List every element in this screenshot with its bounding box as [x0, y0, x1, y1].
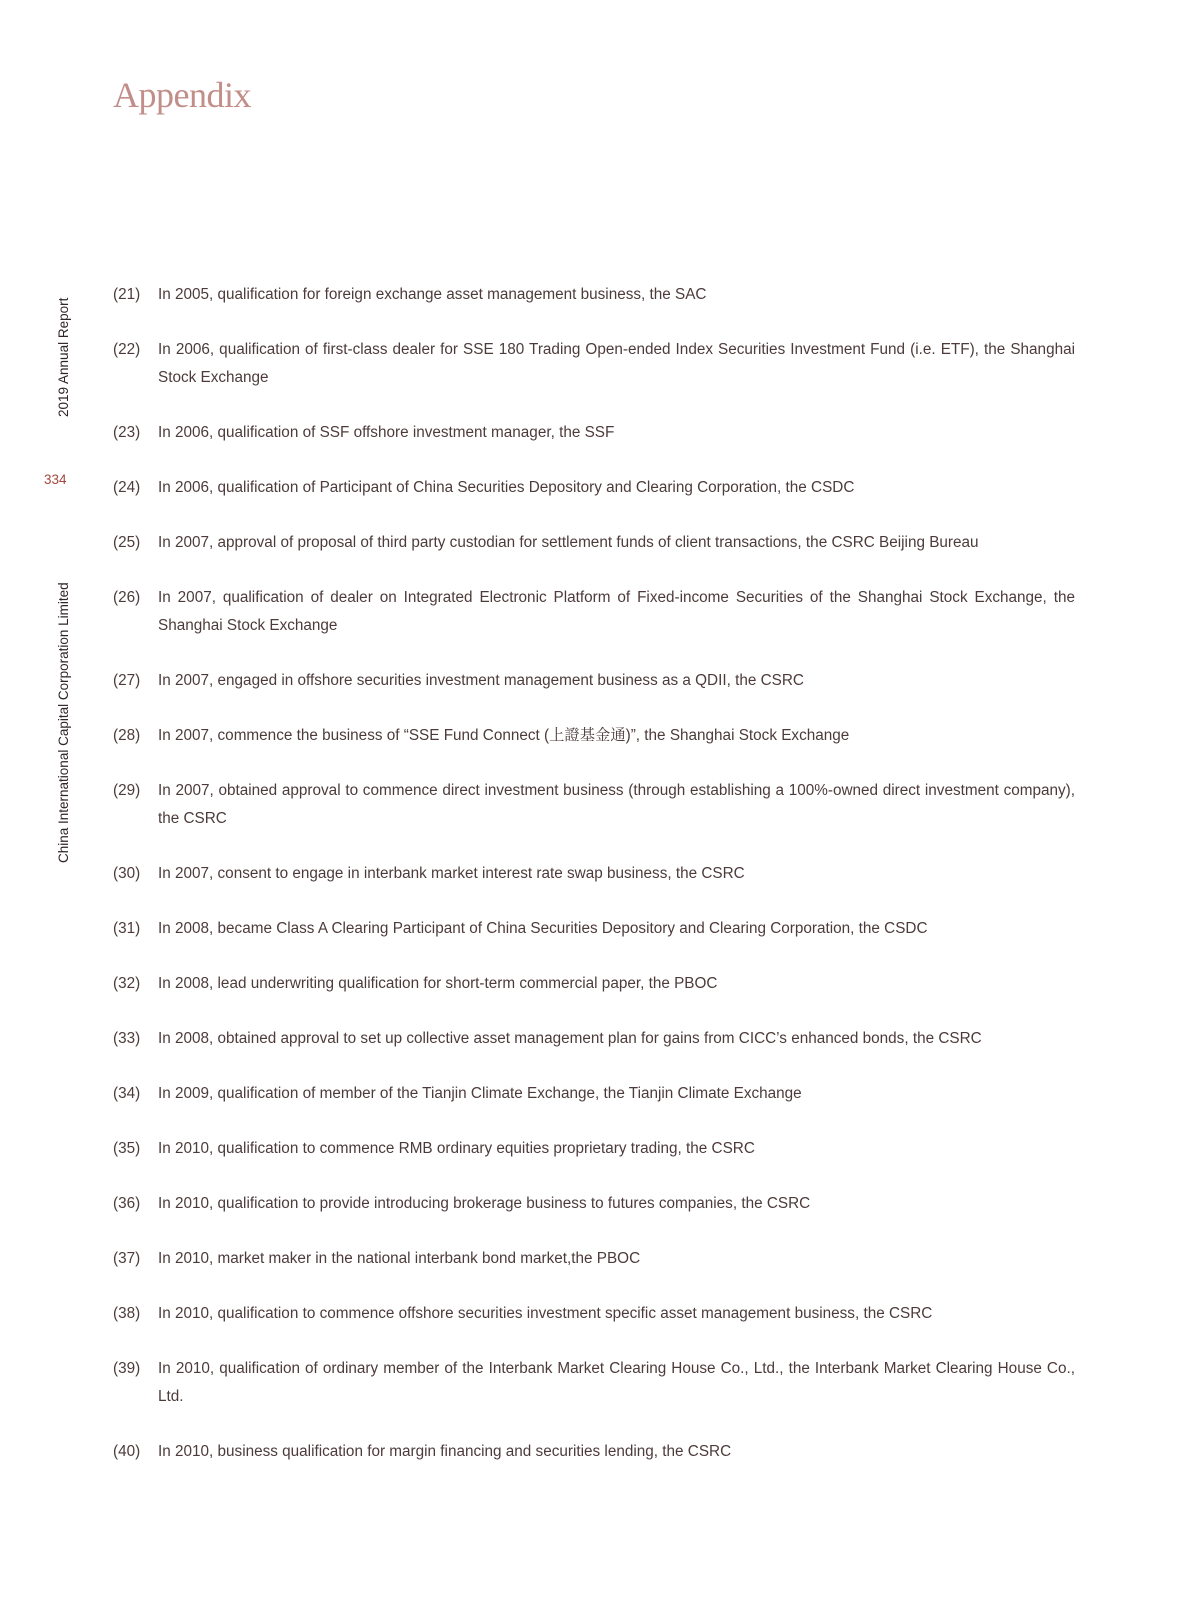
item-text: In 2007, obtained approval to commence direct investment business (through establishing a 100%-owned direct investment company), the CSRC: [158, 782, 1075, 827]
report-label: 2019 Annual Report: [56, 297, 71, 417]
list-item: [113, 777, 1075, 833]
item-text: In 2008, became Class A Clearing Participant of China Securities Depository and Clearing Corporation, the CSDC: [158, 920, 928, 937]
list-item: [113, 336, 1075, 392]
list-item: [113, 1135, 1075, 1163]
list-item: [113, 722, 1075, 750]
list-item: [113, 529, 1075, 557]
item-number: (36): [113, 1195, 141, 1212]
item-number: (28): [113, 727, 141, 744]
item-text: In 2010, qualification to provide introducing brokerage business to futures companies, the CSRC: [158, 1195, 811, 1212]
list-item: [113, 1438, 1075, 1466]
page-title: Appendix: [113, 75, 251, 115]
item-number: (38): [113, 1305, 141, 1322]
item-number: (32): [113, 975, 141, 992]
item-number: (26): [113, 589, 141, 606]
item-text: In 2010, qualification to commence offshore securities investment specific asset management business, the CSRC: [158, 1305, 933, 1322]
page-number: 334: [44, 472, 67, 487]
item-text: In 2007, approval of proposal of third party custodian for settlement funds of client transactions, the CSRC Beijing Bureau: [158, 534, 979, 551]
item-number: (24): [113, 479, 141, 496]
item-text: In 2008, obtained approval to set up collective asset management plan for gains from CICC’s enhanced bonds, the CSRC: [158, 1030, 982, 1047]
item-text: In 2009, qualification of member of the Tianjin Climate Exchange, the Tianjin Climate Exchange: [158, 1085, 802, 1102]
item-text: In 2007, consent to engage in interbank market interest rate swap business, the CSRC: [158, 865, 745, 882]
list-item: [113, 1080, 1075, 1108]
list-item: [113, 667, 1075, 695]
item-number: (34): [113, 1085, 141, 1102]
item-number: (35): [113, 1140, 141, 1157]
item-number: (23): [113, 424, 141, 441]
item-text: In 2010, market maker in the national interbank bond market,the PBOC: [158, 1250, 641, 1267]
list-item: [113, 281, 1075, 309]
list-item: [113, 1025, 1075, 1053]
item-number: (30): [113, 865, 141, 882]
list-item: [113, 860, 1075, 888]
item-text: In 2010, qualification of ordinary member of the Interbank Market Clearing House Co., Ltd., the Interbank Market Clearing House Co., Ltd.: [158, 1360, 1075, 1405]
list-item: [113, 584, 1075, 640]
item-number: (39): [113, 1360, 141, 1377]
item-number: (31): [113, 920, 141, 937]
item-text: In 2007, commence the business of “SSE Fund Connect (上證基金通)”, the Shanghai Stock Exchange: [158, 727, 850, 744]
list-item: [113, 1245, 1075, 1273]
qualification-list: [113, 281, 1075, 1493]
list-item: [113, 1190, 1075, 1218]
item-number: (21): [113, 286, 141, 303]
list-item: [113, 915, 1075, 943]
company-label: China International Capital Corporation Limited: [56, 582, 71, 863]
item-text: In 2006, qualification of first-class dealer for SSE 180 Trading Open-ended Index Securities Investment Fund (i.e. ETF), the Shanghai Stock Exchange: [158, 341, 1075, 386]
item-number: (22): [113, 341, 141, 358]
list-item: [113, 1355, 1075, 1411]
item-text: In 2007, engaged in offshore securities investment management business as a QDII, the CSRC: [158, 672, 804, 689]
item-text: In 2006, qualification of Participant of China Securities Depository and Clearing Corporation, the CSDC: [158, 479, 855, 496]
item-number: (40): [113, 1443, 141, 1460]
item-text: In 2010, qualification to commence RMB ordinary equities proprietary trading, the CSRC: [158, 1140, 755, 1157]
list-item: [113, 419, 1075, 447]
list-item: [113, 970, 1075, 998]
list-item: [113, 474, 1075, 502]
item-text: In 2008, lead underwriting qualification for short-term commercial paper, the PBOC: [158, 975, 718, 992]
item-number: (29): [113, 782, 141, 799]
item-text: In 2007, qualification of dealer on Integrated Electronic Platform of Fixed-income Securities of the Shanghai Stock Exchange, the Shanghai Stock Exchange: [158, 589, 1075, 634]
item-number: (25): [113, 534, 141, 551]
item-text: In 2005, qualification for foreign exchange asset management business, the SAC: [158, 286, 707, 303]
item-number: (37): [113, 1250, 141, 1267]
item-text: In 2010, business qualification for margin financing and securities lending, the CSRC: [158, 1443, 732, 1460]
item-number: (27): [113, 672, 141, 689]
item-text: In 2006, qualification of SSF offshore investment manager, the SSF: [158, 424, 615, 441]
list-item: [113, 1300, 1075, 1328]
item-number: (33): [113, 1030, 141, 1047]
